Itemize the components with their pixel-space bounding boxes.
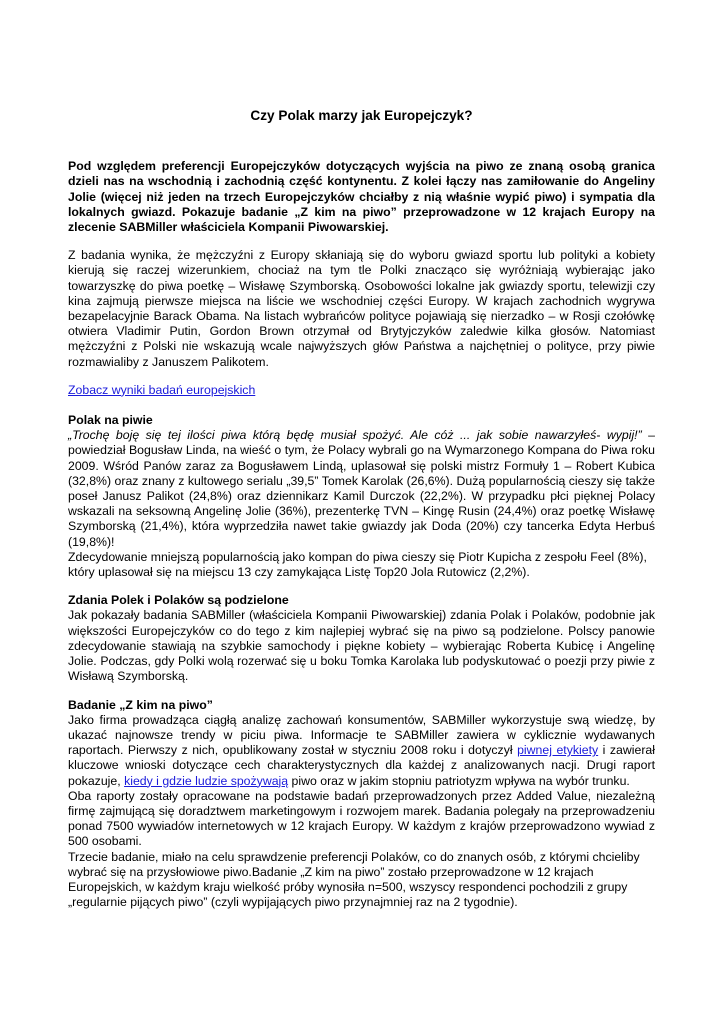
piwna-etykieta-link[interactable]: piwnej etykiety bbox=[517, 743, 599, 758]
section-paragraph: Trzecie badanie, miało na celu sprawdzenie preferencji Polaków, co do znanych osób, z którymi chcieliby wybrać się na przysłowiowe piwo.Badanie „Z kim na piwo” zostało przeprowadzone w 12 krajach Europejskich, w każdym kraju wielkość próby wynosiła n=500, wszyscy respondenci pochodzili z grupy „regularnie pijących piwo” (czyli wypijających piwo przynajmniej raz na 2 tygodnie). bbox=[68, 849, 640, 910]
section-heading: Badanie „Z kim na piwo” bbox=[68, 697, 213, 712]
results-link[interactable]: Zobacz wyniki badań europejskich bbox=[68, 382, 256, 397]
section-heading: Zdania Polek i Polaków są podzielone bbox=[68, 593, 289, 608]
section-paragraph: Oba raporty zostały opracowane na podstawie badań przeprowadzonych przez Added Value, niezależną firmę zajmującą się doradztwem marketingowym i rozwojem marek. Badania polegały na przeprowadzeniu ponad 7500 wywiadów internetowych w 12 krajach Europy. W każdym z krajów przeprowadzono wywiad z 500 osobami. bbox=[68, 788, 655, 849]
section-heading: Polak na piwie bbox=[68, 413, 153, 428]
linda-quote: „Trochę boję się tej ilości piwa którą będę musiał spożyć. Ale cóż ... jak sobie nawarzyłeś- wypij!” bbox=[68, 428, 642, 443]
page-title: Czy Polak marzy jak Europejczyk? bbox=[250, 108, 473, 123]
section-text: – powiedział Bogusław Linda, na wieść o tym, że Polacy wybrali go na Wymarzonego Kompana do Piwa roku 2009. Wśród Panów zaraz za Bogusławem Lindą, uplasował się polski mistrz Formuły 1 – Robert Kubica (32,8%) oraz znany z kultowego serialu „39,5” Tomek Karolak (26,6%). Dużą popularnością cieszy się także poseł Janusz Palikot (24,8%) oraz dziennikarz Kamil Durczok (22,2%). W przypadku płci pięknej Polacy wskazali na seksowną Angelinę Jolie (36%), prezenterkę TVN – Kingę Rusin (24,4%) oraz poetkę Wisławę Szymborską (21,4%), która wyprzedziła nawet takie gwiazdy jak Doda (20%) czy tancerka Edyta Herbuś (19,8%)! bbox=[68, 428, 655, 549]
section-text: piwo oraz w jakim stopniu patriotyzm wpływa na wybór trunku. bbox=[288, 773, 630, 788]
section-paragraph: Jak pokazały badania SABMiller (właściciela Kompanii Piwowarskiej) zdania Polak i Polaków, podobnie jak większości Europejczyków co do tego z kim najlepiej wybrać się na piwo są podzielone. Polscy panowie zdecydowanie stawiają na szybkie samochody i piękne kobiety – wybierając Roberta Kubicę i Angelinę Jolie. Podczas, gdy Polki wolą rozerwać się u boku Tomka Karolaka lub podyskutować o poezji przy piwie z Wisławą Szymborską. bbox=[68, 608, 655, 684]
document-page bbox=[68, 108, 655, 910]
intro-paragraph: Z badania wynika, że mężczyźni z Europy skłaniają się do wyboru gwiazd sportu lub polityki a kobiety kierują się raczej wizerunkiem, chociaż na tym tle Polki znacząco się wyróżniają wybierając jako towarzyszkę do piwa poetkę – Wisławę Szymborską. Osobowości lokalne jak gwiazdy sportu, telewizji czy kina zajmują pierwsze miejsca na liście we wschodniej części Europy. W krajach zachodnich wygrywa bezapelacyjnie Barack Obama. Na listach wybrańców polityce pojawiają się nierzadko – w Rosji czołówkę otwiera Vladimir Putin, Gordon Brown otrzymał od Brytyjczyków zaledwie kilka głosów. Natomiast mężczyźni z Polski nie wskazują wcale najwyższych głów Państwa a najchętniej o polityce, przy piwie rozmawialiby z Januszem Palikotem. bbox=[68, 248, 655, 369]
section-zdania bbox=[68, 593, 655, 684]
section-text: i zawierał kluczowe wnioski dotyczące cech charakterystycznych dla każdej z analizowanych nacji. Drugi raport pokazuje, bbox=[68, 743, 655, 788]
section-paragraph bbox=[68, 713, 655, 789]
kiedy-gdzie-link[interactable]: kiedy i gdzie ludzie spożywają bbox=[124, 773, 289, 788]
section-text: Jako firma prowadząca ciągłą analizę zachowań konsumentów, SABMiller wykorzystuje swą wiedzę, by ukazać najnowsze trendy w piciu piwa. Informacje te SABMiller zawiera w cyklicznie wydawanych raportach. Pierwszy z nich, opublikowany został w styczniu 2008 roku i dotyczył bbox=[68, 712, 655, 758]
section-paragraph bbox=[68, 428, 655, 550]
section-polak-na-piwie bbox=[68, 413, 655, 580]
lead-paragraph: Pod względem preferencji Europejczyków dotyczących wyjścia na piwo ze znaną osobą granica dzieli nas na wschodnią i zachodnią część kontynentu. Z kolei łączy nas zamiłowanie do Angeliny Jolie (więcej niż jeden na trzech Europejczyków chciałby z nią właśnie wypić piwo) i sympatia dla lokalnych gwiazd. Pokazuje badanie „Z kim na piwo” przeprowadzone w 12 krajach Europy na zlecenie SABMiller właściciela Kompanii Piwowarskiej. bbox=[68, 159, 655, 235]
results-link-line bbox=[68, 383, 655, 398]
section-paragraph: Zdecydowanie mniejszą popularnością jako kompan do piwa cieszy się Piotr Kupicha z zespołu Feel (8%), który uplasował się na miejscu 13 czy zamykająca Listę Top20 Jola Rutowicz (2,2%). bbox=[68, 549, 647, 580]
section-badanie bbox=[68, 698, 655, 911]
